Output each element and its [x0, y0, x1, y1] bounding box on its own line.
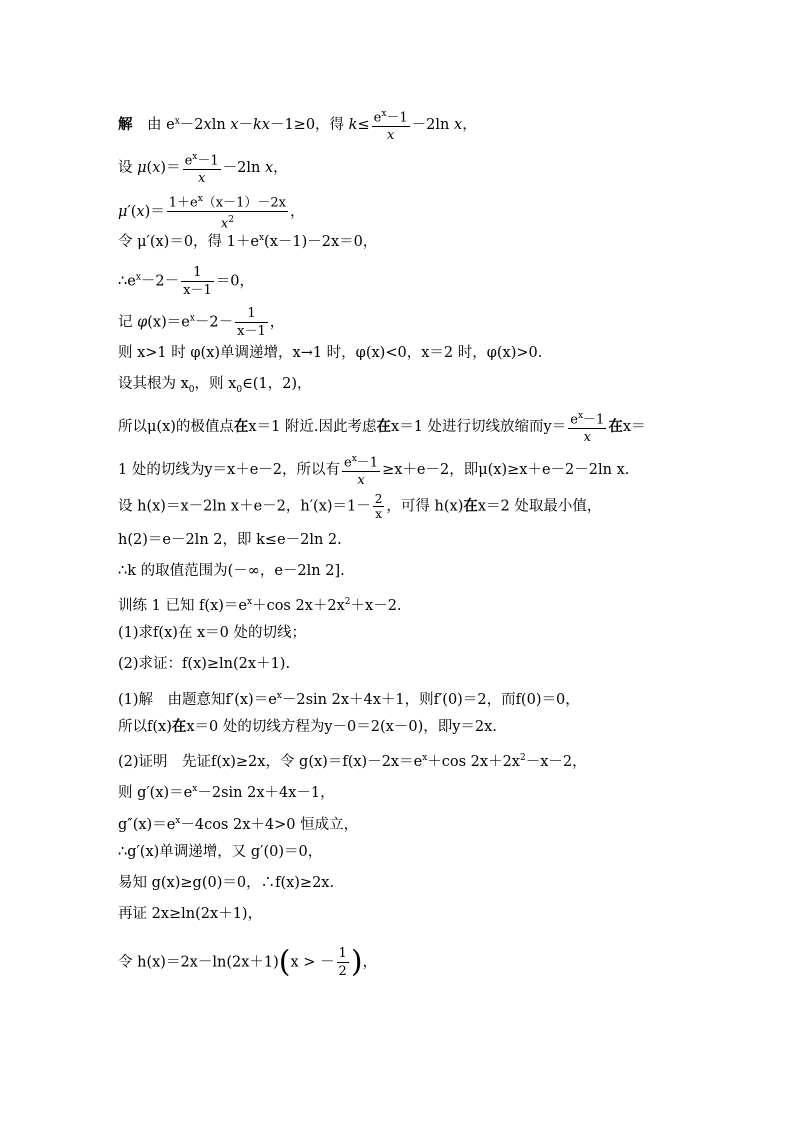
solution-line-3: μ′(x)＝ $\frac{1+e^x(x-1)-2x}{x^2}$ ， — [118, 191, 305, 233]
solution-line-8: 设其根为 $x_0$，则 $x_0\in(1$，2)， — [118, 376, 312, 395]
fraction: $\frac{e^x-1}{x}$ — [372, 106, 410, 144]
fraction: $\frac{e^x-1}{x}$ — [568, 408, 606, 446]
fraction: $\frac{1}{2}$ — [338, 946, 347, 979]
fraction: $\frac{1}{x-1}$ — [183, 265, 212, 298]
solution-line-12: h(2)＝e－2ln 2，即 k≤e－2ln 2. — [118, 532, 342, 548]
proof-line-6: 再证 2x≥ln(2x＋1)， — [118, 906, 263, 922]
solution-line-9: 所以μ(x)的极值点在x＝1 附近.因此考虑在x＝1 处进行切线放缩而y＝ $\frac{e^x-1}{x}$ 在x＝ — [118, 408, 646, 446]
proof-line-5: 易知 g(x)≥g(0)＝0，∴f(x)≥2x. — [118, 875, 335, 891]
solution-line-7: 则 x>1 时 φ(x)单调递增，x→1 时，φ(x)<0，x＝2 时，φ(x)>0. — [118, 345, 543, 361]
exercise-part-1: (1)求f(x)在 x＝0 处的切线； — [118, 625, 307, 641]
solution-line-4: 令 μ′(x)＝0，得 $1+e^x(x-1)-2x=0$， — [118, 233, 378, 250]
fraction: $\frac{2}{x}$ — [374, 492, 383, 521]
exercise-part-2: (2)求证：f(x)≥ln(2x＋1). — [118, 656, 291, 672]
proof-line-3: $g''(x)=e^x-4\cos$ 2x＋4>0 恒成立， — [118, 816, 359, 833]
solution-line-2: 设 μ(x)＝ $\frac{e^x-1}{x}$ －2ln x， — [118, 149, 288, 187]
fraction: $\frac{e^x-1}{x}$ — [183, 149, 221, 187]
proof-line-2: 则 $g'(x)=e^x-2\sin$ 2x＋4x－1， — [118, 784, 335, 801]
solution-line-6: 记 $\varphi(x)=e^x-2-$ $\frac{1}{x-1}$ ， — [118, 306, 285, 339]
fraction: $\frac{1}{x-1}$ — [237, 306, 266, 339]
fraction: $\frac{e^x-1}{x}$ — [342, 451, 380, 489]
proof-line-7: 令 h(x)＝2x－ln(2x＋1)(x > － $\frac{1}{2}$ )， — [118, 944, 378, 980]
solution-part-1-line-1: (1)解 由题意知$f'(x)=e^x-2\sin$ 2x＋4x＋1，则f′(0)＝2，而f(0)＝0， — [118, 691, 580, 708]
solution-line-10: 1 处的切线为y＝x＋e－2，所以有 $\frac{e^x-1}{x}$ ≥x＋e－2，即μ(x)≥x＋e－2－2ln x. — [118, 451, 629, 489]
solution-line-1: 解 由 $e^x-2xln$ x－kx－1≥0，得 k≤ $\frac{e^x-1}{x}$ －2ln x， — [118, 106, 477, 144]
solution-line-5: $\therefore e^x-2-$ $\frac{1}{x-1}$ ＝0， — [118, 265, 254, 298]
exercise-title: 训练 1 已知 $f(x)=e^x+\cos$ $2x+2x^2+x-2$. — [118, 597, 402, 614]
solution-line-11: 设 h(x)＝x－2ln x＋e－2，h′(x)＝1－ $\frac{2}{x}$ ，可得 h(x)在x＝2 处取最小值， — [118, 492, 602, 521]
proof-line-1: (2)证明 先证f(x)≥2x，令 $g(x)=f(x)-2x=e^x+\cos$ $2x+2x^2-x-2$， — [118, 753, 587, 770]
solution-part-1-line-2: 所以f(x)在x＝0 处的切线方程为y－0＝2(x－0)，即y＝2x. — [118, 718, 497, 735]
proof-line-4: ∴g′(x)单调递增，又 g′(0)＝0， — [118, 844, 323, 860]
solution-line-13: ∴k 的取值范围为(－∞，e－2ln 2]. — [118, 563, 345, 579]
fraction: $\frac{1+e^x(x-1)-2x}{x^2}$ — [167, 191, 288, 233]
